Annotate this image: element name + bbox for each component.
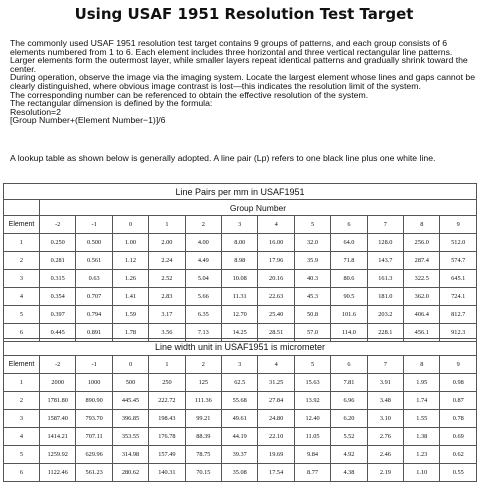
element-number: 3 [4,270,40,288]
table-cell: 7.13 [185,324,221,342]
table-cell: 287.4 [404,252,440,270]
table-cell: 0.98 [440,374,477,392]
table-row [4,288,477,306]
table-cell: 12.70 [222,306,258,324]
element-number: 6 [4,464,40,482]
table-cell: 24.80 [258,410,294,428]
table-cell: 198.43 [149,410,185,428]
table-cell: 44.19 [222,428,258,446]
table-cell: 70.15 [185,464,221,482]
table-cell: 50.8 [294,306,330,324]
table-cell: 4.49 [185,252,221,270]
table-cell: 0.445 [40,324,76,342]
table-cell: 500 [112,374,148,392]
table-cell: 22.63 [258,288,294,306]
table-cell: 314.98 [112,446,148,464]
table-cell: 80.6 [331,270,367,288]
table-cell: 78.75 [185,446,221,464]
table-cell: 114.0 [331,324,367,342]
table-cell: 99.21 [185,410,221,428]
table-cell: 71.8 [331,252,367,270]
table-cell: 6.20 [331,410,367,428]
table-cell: 1.10 [404,464,440,482]
table-cell: 793.70 [76,410,112,428]
formula-line-1: Resolution=2 [10,106,61,117]
table-cell: 724.1 [440,288,477,306]
table-cell: 0.78 [440,410,477,428]
table-cell: 2.00 [149,234,185,252]
table-cell: 2.76 [367,428,403,446]
table-cell: 912.3 [440,324,477,342]
table-cell: 1587.40 [40,410,76,428]
group-header: -2 [40,356,76,374]
lookup-note [10,154,476,163]
table-cell: 1122.46 [40,464,76,482]
table-cell: 0.55 [440,464,477,482]
table-cell: 0.500 [76,234,112,252]
paragraph-operation: During operation, observe the image via the imaging system. Locate the largest element whose lines and gaps cannot be clearly distinguished, where obvious image contrast is lost—this indicates the resolution limit of the system. [10,72,476,91]
paragraph-formula-intro: The rectangular dimension is defined by the formula: [10,98,213,109]
table-cell: 1.41 [112,288,148,306]
table-cell: 9.84 [294,446,330,464]
table-cell: 5.04 [185,270,221,288]
table-cell: 574.7 [440,252,477,270]
table-cell: 49.61 [222,410,258,428]
group-header: 1 [149,356,185,374]
table-cell: 3.10 [367,410,403,428]
table-cell: 17.54 [258,464,294,482]
table-cell: 90.5 [331,288,367,306]
table-cell: 645.1 [440,270,477,288]
table-cell: 20.16 [258,270,294,288]
table-cell: 1.95 [404,374,440,392]
table-cell: 222.72 [149,392,185,410]
element-header: Element [4,356,40,374]
table-cell: 128.0 [367,234,403,252]
table-cell: 0.794 [76,306,112,324]
table-cell: 2.46 [367,446,403,464]
table-cell: 0.87 [440,392,477,410]
table-cell: 39.37 [222,446,258,464]
table-cell: 8.98 [222,252,258,270]
table-cell: 396.85 [112,410,148,428]
table-row [4,410,477,428]
table-cell: 406.4 [404,306,440,324]
table-cell: 5.52 [331,428,367,446]
table-cell: 890.90 [76,392,112,410]
table-cell: 203.2 [367,306,403,324]
table-cell: 4.38 [331,464,367,482]
group-header: 8 [404,356,440,374]
table-cell: 2000 [40,374,76,392]
table-cell: 228.1 [367,324,403,342]
header-row [4,356,477,374]
table-cell: 1.59 [112,306,148,324]
table-cell: 1000 [76,374,112,392]
table-cell: 64.0 [331,234,367,252]
table-cell: 35.9 [294,252,330,270]
table-cell: 88.39 [185,428,221,446]
table-cell: 353.55 [112,428,148,446]
table-caption: Line width unit in USAF1951 is micrometer [4,339,477,356]
element-number: 2 [4,252,40,270]
group-header: 4 [258,356,294,374]
table-cell: 13.92 [294,392,330,410]
group-header: -1 [76,216,112,234]
table-cell: 629.96 [76,446,112,464]
table-cell: 31.25 [258,374,294,392]
table-cell: 512.0 [440,234,477,252]
table-row [4,446,477,464]
table-cell: 7.81 [331,374,367,392]
table-cell: 0.62 [440,446,477,464]
table-cell: 25.40 [258,306,294,324]
group-header: 7 [367,356,403,374]
group-header: -1 [76,356,112,374]
table-cell: 1259.92 [40,446,76,464]
table-cell: 256.0 [404,234,440,252]
group-header: 4 [258,216,294,234]
table-cell: 322.5 [404,270,440,288]
table-cell: 2.83 [149,288,185,306]
table-cell: 3.48 [367,392,403,410]
table-cell: 707.11 [76,428,112,446]
table-cell: 176.78 [149,428,185,446]
table-cell: 2.52 [149,270,185,288]
line-width-table [3,338,477,482]
group-header: 3 [222,216,258,234]
table-cell: 1.74 [404,392,440,410]
table-cell: 1.12 [112,252,148,270]
group-header: 0 [112,216,148,234]
table-cell: 0.891 [76,324,112,342]
table-cell: 8.00 [222,234,258,252]
table-cell: 0.354 [40,288,76,306]
table-cell: 1414.21 [40,428,76,446]
line-pairs-table [3,183,477,342]
paragraph-reference: The corresponding number can be referenced to obtain the effective resolution of the system. [10,89,369,100]
table-cell: 561.23 [76,464,112,482]
table-cell: 812.7 [440,306,477,324]
caption-row [4,184,477,200]
table-cell: 62.5 [222,374,258,392]
table-cell: 12.40 [294,410,330,428]
element-number: 5 [4,306,40,324]
group-number-caption: Group Number [40,200,477,216]
table-cell: 27.84 [258,392,294,410]
table-cell: 28.51 [258,324,294,342]
table-cell: 3.91 [367,374,403,392]
table-cell: 161.3 [367,270,403,288]
table-cell: 0.250 [40,234,76,252]
table-cell: 5.66 [185,288,221,306]
element-number: 6 [4,324,40,342]
table-row [4,306,477,324]
table-cell: 17.96 [258,252,294,270]
table-cell: 8.77 [294,464,330,482]
table-cell: 140.31 [149,464,185,482]
table-cell: 6.35 [185,306,221,324]
element-header: Element [4,216,40,234]
group-header: 6 [331,356,367,374]
table-cell: 0.69 [440,428,477,446]
paragraph-layers: Larger elements form the outermost layer, while smaller layers repeat identical patterns and gradually shrink toward the center. [10,55,468,74]
table-cell: 3.56 [149,324,185,342]
table-cell: 0.315 [40,270,76,288]
group-header: 2 [185,356,221,374]
table-row [4,270,477,288]
group-header: 8 [404,216,440,234]
table-cell: 32.0 [294,234,330,252]
element-number: 5 [4,446,40,464]
table-row [4,428,477,446]
element-number: 3 [4,410,40,428]
element-number: 1 [4,234,40,252]
table-row [4,252,477,270]
table-cell: 55.68 [222,392,258,410]
table-cell: 250 [149,374,185,392]
table-cell: 445.45 [112,392,148,410]
element-number: 2 [4,392,40,410]
table-cell: 143.7 [367,252,403,270]
element-number: 1 [4,374,40,392]
table-cell: 14.25 [222,324,258,342]
lookup-note-text: A lookup table as shown below is generally adopted. A line pair (Lp) refers to one black line plus one white line. [10,153,436,163]
table-cell: 10.08 [222,270,258,288]
table-cell: 280.62 [112,464,148,482]
table-row [4,374,477,392]
group-header: 1 [149,216,185,234]
table-cell: 3.17 [149,306,185,324]
group-caption-row [4,200,477,216]
table-cell: 57.0 [294,324,330,342]
table-cell: 0.281 [40,252,76,270]
table-cell: 19.69 [258,446,294,464]
group-header: 6 [331,216,367,234]
table-cell: 456.1 [404,324,440,342]
table-cell: 0.561 [76,252,112,270]
table-cell: 111.36 [185,392,221,410]
group-header: 3 [222,356,258,374]
table-cell: 1.26 [112,270,148,288]
table-cell: 40.3 [294,270,330,288]
table-cell: 22.10 [258,428,294,446]
table-cell: 1.55 [404,410,440,428]
element-number: 4 [4,288,40,306]
group-header: 7 [367,216,403,234]
formula-line-2: [Group Number+(Element Number−1)]/6 [10,115,166,126]
caption-row [4,339,477,356]
table-row [4,464,477,482]
table-cell: 4.00 [185,234,221,252]
table-cell: 101.6 [331,306,367,324]
table-cell: 125 [185,374,221,392]
table-cell: 16.00 [258,234,294,252]
table-cell: 11.05 [294,428,330,446]
table-cell: 1.23 [404,446,440,464]
table-cell: 0.397 [40,306,76,324]
blank-cell [4,200,40,216]
group-header: 5 [294,356,330,374]
group-header: 0 [112,356,148,374]
table-cell: 1.38 [404,428,440,446]
table-cell: 1.00 [112,234,148,252]
table-cell: 0.707 [76,288,112,306]
group-header: 9 [440,356,477,374]
group-header: -2 [40,216,76,234]
group-header: 5 [294,216,330,234]
table-cell: 181.0 [367,288,403,306]
table-cell: 35.08 [222,464,258,482]
intro-text [10,39,480,125]
table-cell: 4.92 [331,446,367,464]
table-cell: 157.49 [149,446,185,464]
group-header: 9 [440,216,477,234]
table-cell: 15.63 [294,374,330,392]
table-cell: 6.96 [331,392,367,410]
group-header: 2 [185,216,221,234]
table-cell: 362.0 [404,288,440,306]
table-cell: 45.3 [294,288,330,306]
table-cell: 2.24 [149,252,185,270]
table-cell: 2.19 [367,464,403,482]
element-number: 4 [4,428,40,446]
table-cell: 1.78 [112,324,148,342]
table-row [4,392,477,410]
table-row [4,234,477,252]
paragraph-groups: The commonly used USAF 1951 resolution test target contains 9 groups of patterns, and each group consists of 6 elements numbered from 1 to 6. Each element includes three horizontal and three vertical rectangular line patterns. [10,38,453,57]
page-title: Using USAF 1951 Resolution Test Target [74,5,414,23]
table-cell: 1781.80 [40,392,76,410]
table-cell: 0.63 [76,270,112,288]
table-cell: 11.31 [222,288,258,306]
table-caption: Line Pairs per mm in USAF1951 [4,184,477,200]
header-row [4,216,477,234]
